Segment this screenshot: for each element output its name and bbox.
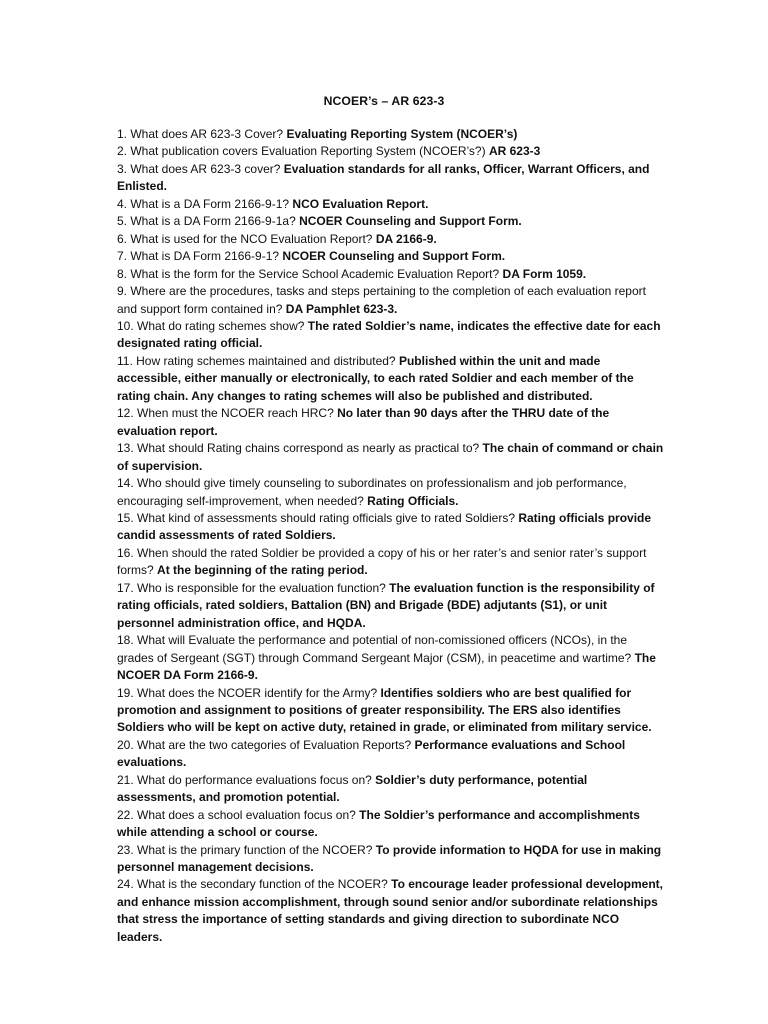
answer-text: AR 623-3 bbox=[488, 144, 541, 159]
qa-item bbox=[117, 842, 665, 877]
question-text: 1. What does AR 623-3 Cover? bbox=[117, 127, 284, 141]
answer-text: To provide information to HQDA for use in making personnel management decisions. bbox=[117, 842, 662, 875]
question-text: 24. What is the secondary function of the NCOER? bbox=[117, 877, 388, 892]
question-text: 10. What do rating schemes show? bbox=[117, 318, 305, 333]
question-text: 13. What should Rating chains correspond as nearly as practical to? bbox=[117, 441, 480, 456]
question-text: 15. What kind of assessments should rating officials give to rated Soldiers? bbox=[117, 510, 515, 525]
answer-text: DA Pamphlet 623-3. bbox=[285, 301, 398, 316]
answer-text: Rating officials provide candid assessments of rated Soldiers. bbox=[117, 510, 652, 543]
question-text: 23. What is the primary function of the NCOER? bbox=[117, 842, 373, 857]
qa-item bbox=[117, 405, 665, 440]
question-text: 4. What is a DA Form 2166-9-1? bbox=[117, 196, 290, 211]
question-text: 17. Who is responsible for the evaluation function? bbox=[117, 580, 386, 595]
qa-item bbox=[117, 632, 665, 684]
answer-text: Identifies soldiers who are best qualified for promotion and assignment to positions of greater responsibility. The ERS also identifies Soldiers who will be kept on active duty, retained in grade, or eliminated from military service. bbox=[117, 685, 652, 735]
qa-item bbox=[117, 126, 665, 143]
question-text: 5. What is a DA Form 2166-9-1a? bbox=[117, 214, 296, 229]
question-text: 2. What publication covers Evaluation Reporting System (NCOER’s?) bbox=[117, 144, 486, 159]
qa-item bbox=[117, 440, 665, 475]
qa-item bbox=[117, 318, 665, 353]
question-text: 6. What is used for the NCO Evaluation Report? bbox=[117, 231, 373, 246]
qa-item bbox=[117, 737, 665, 772]
question-text: 21. What do performance evaluations focus on? bbox=[117, 772, 372, 787]
document-title: NCOER’s – AR 623-3 bbox=[323, 94, 445, 108]
answer-text: DA 2166-9. bbox=[375, 231, 437, 246]
answer-text: The evaluation function is the responsibility of rating officials, rated soldiers, Battalion (BN) and Brigade (BDE) adjutants (S1), or unit personnel administration office, and HQDA. bbox=[117, 580, 655, 630]
qa-item bbox=[117, 772, 665, 807]
question-text: 3. What does AR 623-3 cover? bbox=[117, 161, 281, 176]
question-text: 11. How rating schemes maintained and distributed? bbox=[117, 353, 396, 368]
qa-item bbox=[117, 685, 665, 737]
qa-item bbox=[117, 545, 665, 580]
qa-item bbox=[117, 231, 665, 248]
answer-text: The chain of command or chain of supervision. bbox=[117, 441, 664, 473]
question-text: 16. When should the rated Soldier be provided a copy of his or her rater’s and senior rater’s support forms? bbox=[117, 545, 647, 578]
question-text: 8. What is the form for the Service School Academic Evaluation Report? bbox=[117, 266, 500, 281]
qa-item bbox=[117, 807, 665, 842]
qa-item bbox=[117, 143, 665, 160]
answer-text: DA Form 1059. bbox=[502, 266, 587, 281]
question-text: 7. What is DA Form 2166-9-1? bbox=[117, 249, 280, 264]
answer-text: Rating Officials. bbox=[367, 493, 459, 508]
answer-text: NCO Evaluation Report. bbox=[292, 196, 429, 211]
question-text: 18. What will Evaluate the performance and potential of non-comissioned officers (NCOs), in the grades of Sergeant (SGT) through Command Sergeant Major (CSM), in peacetime and wartime? bbox=[117, 633, 632, 665]
qa-item bbox=[117, 475, 665, 510]
qa-item bbox=[117, 196, 665, 213]
answer-text: Evaluating Reporting System (NCOER’s) bbox=[286, 127, 518, 141]
qa-item bbox=[117, 580, 665, 632]
answer-text: NCOER Counseling and Support Form. bbox=[282, 249, 506, 264]
question-text: 19. What does the NCOER identify for the Army? bbox=[117, 685, 378, 700]
answer-text: Evaluation standards for all ranks, Officer, Warrant Officers, and Enlisted. bbox=[117, 161, 650, 194]
qa-item bbox=[117, 876, 665, 946]
answer-text: The NCOER DA Form 2166-9. bbox=[117, 650, 656, 683]
answer-text: Published within the unit and made accessible, either manually or electronically, to each rated Soldier and each member of the rating chain. Any changes to rating schemes will also be published and distributed. bbox=[117, 353, 634, 403]
question-answer-list bbox=[117, 126, 665, 946]
qa-item bbox=[117, 213, 665, 230]
answer-text: To encourage leader professional development, and enhance mission accomplishment, through sound senior and/or subordinate relationships that stress the importance of setting standards and giving direction to subordinate NCO leaders. bbox=[117, 877, 664, 944]
answer-text: The rated Soldier’s name, indicates the effective date for each designated rating official. bbox=[117, 318, 661, 351]
question-text: 14. Who should give timely counseling to subordinates on professionalism and job performance, encouraging self-improvement, when needed? bbox=[117, 476, 627, 508]
question-text: 20. What are the two categories of Evaluation Reports? bbox=[117, 737, 412, 752]
answer-text: No later than 90 days after the THRU date of the evaluation report. bbox=[117, 406, 610, 438]
qa-item bbox=[117, 283, 665, 318]
qa-item bbox=[117, 161, 665, 196]
question-text: 22. What does a school evaluation focus on? bbox=[117, 807, 356, 822]
qa-item bbox=[117, 510, 665, 545]
question-text: 12. When must the NCOER reach HRC? bbox=[117, 406, 334, 421]
answer-text: At the beginning of the rating period. bbox=[157, 563, 368, 578]
qa-item bbox=[117, 248, 665, 265]
answer-text: NCOER Counseling and Support Form. bbox=[299, 214, 522, 229]
answer-text: Performance evaluations and School evaluations. bbox=[117, 737, 626, 770]
question-text: 9. Where are the procedures, tasks and steps pertaining to the completion of each evaluation report and support form contained in? bbox=[117, 284, 646, 316]
qa-item bbox=[117, 266, 665, 283]
qa-item bbox=[117, 353, 665, 405]
answer-text: Soldier’s duty performance, potential assessments, and promotion potential. bbox=[117, 772, 588, 805]
answer-text: The Soldier’s performance and accomplishments while attending a school or course. bbox=[117, 807, 640, 840]
